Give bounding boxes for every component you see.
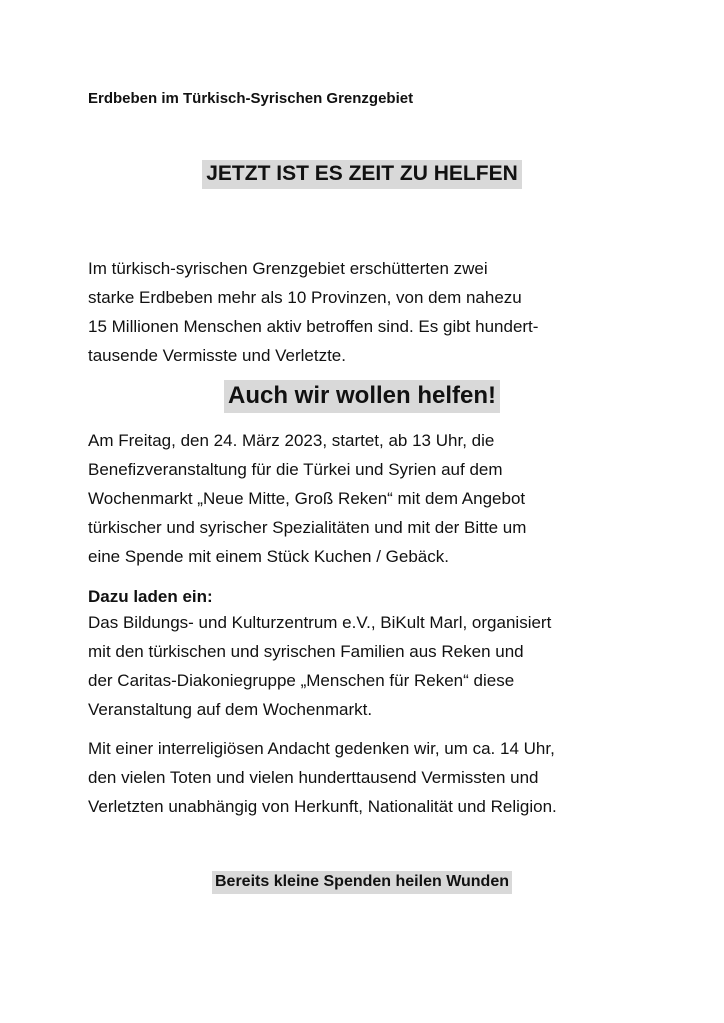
invitation-title: Dazu laden ein: <box>88 587 213 606</box>
main-headline: JETZT IST ES ZEIT ZU HELFEN <box>202 160 522 189</box>
memorial-paragraph <box>88 734 648 821</box>
event-line: türkischer und syrischer Spezialitäten und mit der Bitte um <box>88 518 527 537</box>
memorial-line: den vielen Toten und vielen hunderttausend Vermissten und <box>88 768 539 787</box>
intro-line: 15 Millionen Menschen aktiv betroffen sind. Es gibt hundert- <box>88 317 539 336</box>
event-line: Wochenmarkt „Neue Mitte, Groß Reken“ mit dem Angebot <box>88 489 526 508</box>
invitation-line: der Caritas-Diakoniegruppe „Menschen für Reken“ diese <box>88 671 515 690</box>
footer-note: Bereits kleine Spenden heilen Wunden <box>212 871 512 894</box>
kicker-title: Erdbeben im Türkisch-Syrischen Grenzgebiet <box>88 90 414 107</box>
invitation-paragraph <box>88 608 648 724</box>
memorial-line: Verletzten unabhängig von Herkunft, Nationalität und Religion. <box>88 797 557 816</box>
event-paragraph <box>88 426 648 571</box>
invitation-line: mit den türkischen und syrischen Familien aus Reken und <box>88 642 524 661</box>
intro-paragraph <box>88 254 648 370</box>
intro-line: tausende Vermisste und Verletzte. <box>88 346 346 365</box>
invitation-line: Veranstaltung auf dem Wochenmarkt. <box>88 700 373 719</box>
event-line: Am Freitag, den 24. März 2023, startet, ab 13 Uhr, die <box>88 431 495 450</box>
intro-line: Im türkisch-syrischen Grenzgebiet erschütterten zwei <box>88 259 488 278</box>
subheadline: Auch wir wollen helfen! <box>224 380 500 413</box>
headline-container <box>0 160 724 189</box>
invitation-line: Das Bildungs- und Kulturzentrum e.V., BiKult Marl, organisiert <box>88 613 552 632</box>
subhead-container <box>0 380 724 413</box>
event-line: eine Spende mit einem Stück Kuchen / Gebäck. <box>88 547 449 566</box>
memorial-line: Mit einer interreligiösen Andacht gedenken wir, um ca. 14 Uhr, <box>88 739 555 758</box>
intro-line: starke Erdbeben mehr als 10 Provinzen, von dem nahezu <box>88 288 522 307</box>
event-line: Benefizveranstaltung für die Türkei und Syrien auf dem <box>88 460 503 479</box>
footer-container <box>0 871 724 894</box>
